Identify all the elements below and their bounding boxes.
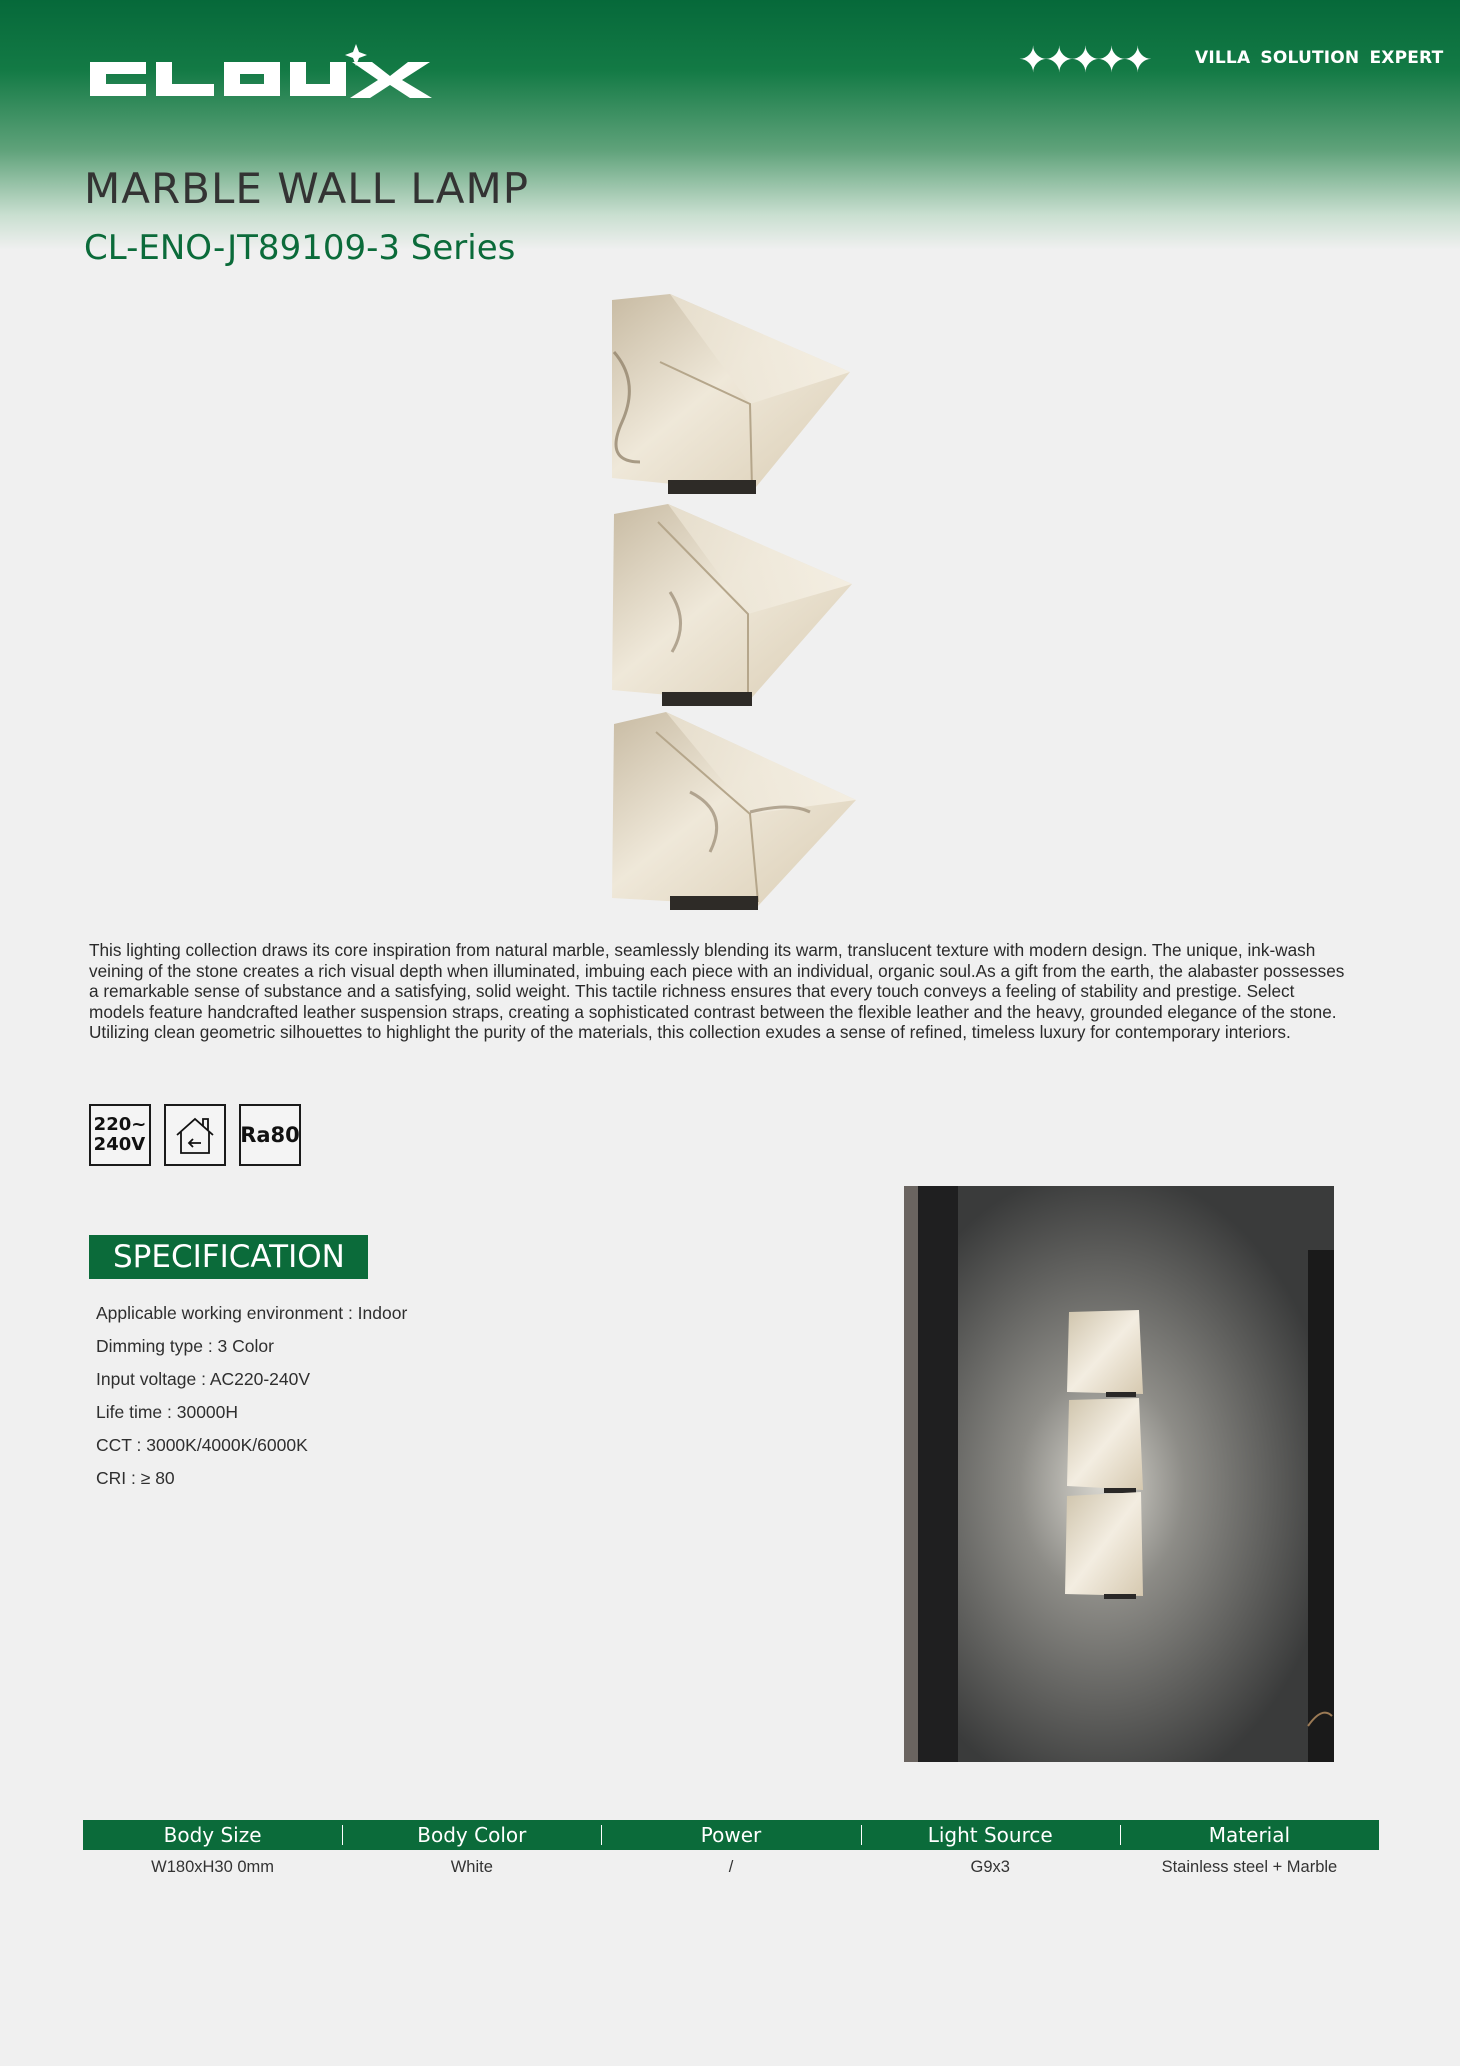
indoor-badge [164, 1104, 226, 1166]
voltage-badge [89, 1104, 151, 1166]
cell-light-source: G9x3 [970, 1858, 1010, 1876]
spec-item: Applicable working environment : Indoor [96, 1303, 408, 1323]
spec-item: Dimming type : 3 Color [96, 1336, 274, 1356]
marble-block-3 [612, 712, 856, 910]
specification-heading: SPECIFICATION [89, 1235, 368, 1279]
voltage-line-1: 220~ [93, 1114, 147, 1135]
spec-item: CRI : ≥ 80 [96, 1468, 175, 1488]
marble-lamp-product-image [600, 292, 870, 912]
brand-tagline: VILLA SOLUTION EXPERT [1195, 48, 1444, 68]
spec-item: Life time : 30000H [96, 1402, 239, 1422]
column-header-body-color: Body Color [342, 1820, 601, 1850]
cri-badge [239, 1104, 301, 1166]
cri-badge-label: Ra80 [240, 1123, 300, 1147]
cell-power: / [728, 1858, 734, 1876]
cell-body-size: W180xH30 0mm [151, 1858, 275, 1876]
rating-stars: ✦✦✦✦✦ [1018, 39, 1149, 80]
product-description: This lighting collection draws its core inspiration from natural marble, seamlessly blending its warm, translucent texture with modern design. The unique, ink-wash veining of the stone creates a rich visual depth when illuminated, imbuing each piece with an individual, organic soul.As a gift from the earth, the alabaster possesses a remarkable sense of substance and a satisfying, solid weight. This tactile richness ensures that every touch conveys a feeling of stability and prestige. Select models feature handcrafted leather suspension straps, creating a sophisticated contrast between the flexible leather and the heavy, grounded elegance of the stone. Utilizing clean geometric silhouettes to highlight the purity of the materials, this collection exudes a sense of refined, timeless luxury for contemporary interiors. [89, 940, 1345, 1043]
indoor-house-icon [171, 1113, 219, 1157]
specification-list [96, 1302, 407, 1500]
column-header-light-source: Light Source [861, 1820, 1120, 1850]
lamp-block-3 [1065, 1492, 1143, 1599]
voltage-line-2: 240V [93, 1134, 146, 1155]
spec-item: CCT : 3000K/4000K/6000K [96, 1435, 308, 1455]
cloux-logo [84, 40, 436, 102]
lamp-block-1 [1067, 1310, 1143, 1397]
marble-block-1 [612, 294, 850, 494]
column-header-power: Power [601, 1820, 860, 1850]
cell-material: Stainless steel + Marble [1161, 1858, 1338, 1876]
table-row [83, 1858, 1379, 1877]
marble-block-2 [612, 504, 852, 706]
spec-item: Input voltage : AC220-240V [96, 1369, 311, 1389]
cell-body-color: White [450, 1858, 493, 1876]
installed-lamp-photo [904, 1186, 1334, 1762]
column-header-body-size: Body Size [163, 1823, 262, 1847]
lamp-block-2 [1067, 1398, 1143, 1493]
column-header-material: Material [1120, 1820, 1379, 1850]
product-series: CL-ENO-JT89109-3 Series [84, 228, 516, 268]
spec-table-header [83, 1820, 1379, 1850]
product-title: MARBLE WALL LAMP [84, 164, 530, 213]
